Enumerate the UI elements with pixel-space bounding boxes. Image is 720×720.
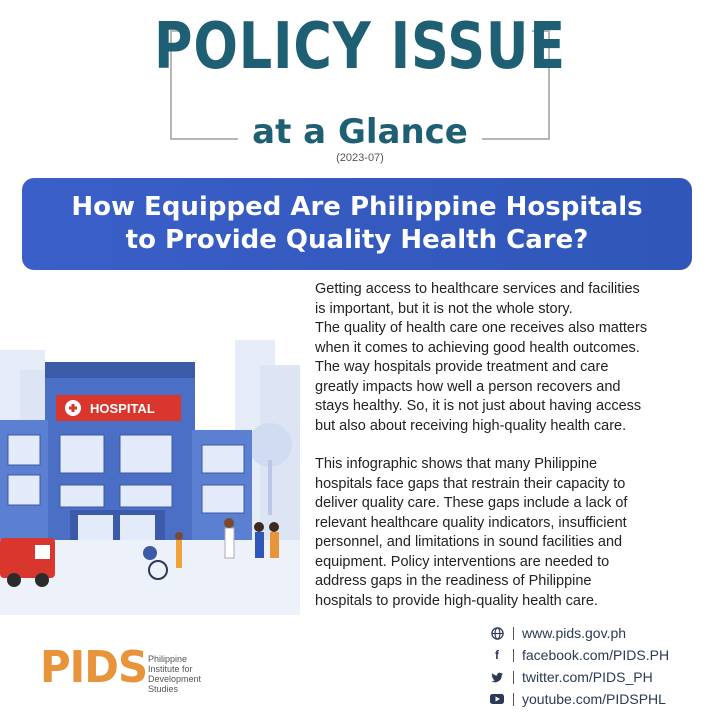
youtube-icon [490, 692, 504, 706]
body-line: Getting access to healthcare services and facilities [315, 281, 640, 297]
body-line: hospitals to provide high-quality health care. [315, 592, 598, 609]
headline-banner [22, 178, 692, 270]
body-line: when it comes to achieving good health outcomes. [315, 339, 640, 356]
youtube-link[interactable] [490, 688, 720, 710]
page-title: POLICY ISSUE [154, 10, 566, 84]
youtube-text: youtube.com/PIDSPHL [522, 691, 666, 707]
subtitle-wrap [0, 112, 720, 152]
body-line: is important, but it is not the whole story. [315, 300, 573, 317]
pids-logo [40, 638, 260, 698]
headline-line-1: How Equipped Are Philippine Hospitals [71, 192, 643, 222]
body-line: This infographic shows that many Philippine [315, 456, 598, 472]
body-line: The way hospitals provide treatment and care [315, 359, 609, 375]
body-line: but also about receiving high-quality health care. [315, 417, 627, 434]
body-line: deliver quality care. These gaps include a lack of [315, 495, 628, 511]
globe-icon [490, 626, 504, 640]
social-links [490, 622, 720, 710]
twitter-icon [490, 670, 504, 684]
body-line: The quality of health care one receives also matters [315, 320, 648, 336]
body-line: stays healthy. So, it is not just about having access [315, 398, 642, 414]
website-text: www.pids.gov.ph [522, 625, 627, 641]
twitter-text: twitter.com/PIDS_PH [522, 669, 653, 685]
hospital-illustration [0, 270, 300, 615]
separator [513, 649, 514, 662]
headline [37, 191, 677, 257]
logo-line: Philippine [148, 654, 188, 664]
separator [513, 693, 514, 706]
body-line: address gaps in the readiness of Philippine [315, 573, 592, 589]
logo-line: Institute for [148, 664, 193, 674]
headline-line-2: to Provide Quality Health Care? [125, 225, 589, 255]
page-subtitle: at a Glance [238, 112, 482, 152]
logo-wordmark: PIDS [40, 642, 148, 693]
body-text [315, 280, 710, 630]
facebook-link[interactable] [490, 644, 720, 666]
body-line: greatly impacts how well a person recovers and [315, 378, 621, 395]
body-line: hospitals face gaps that restrain their capacity to [315, 475, 626, 492]
logo-line: Studies [148, 684, 179, 694]
body-line: personnel, and limitations in sound facilities and [315, 534, 623, 550]
separator [513, 671, 514, 684]
separator [513, 627, 514, 640]
hospital-sign-text: HOSPITAL [90, 401, 155, 416]
paragraph-1 [315, 280, 710, 436]
body-line: relevant healthcare quality indicators, insufficient [315, 514, 627, 531]
paragraph-2 [315, 455, 710, 611]
twitter-link[interactable] [490, 666, 720, 688]
website-link[interactable] [490, 622, 720, 644]
logo-institute-name [148, 654, 201, 694]
facebook-text: facebook.com/PIDS.PH [522, 647, 670, 663]
issue-code: (2023-07) [336, 152, 384, 164]
logo-line: Development [148, 674, 202, 684]
facebook-icon: f [495, 648, 499, 662]
body-line: equipment. Policy interventions are needed to [315, 553, 610, 570]
